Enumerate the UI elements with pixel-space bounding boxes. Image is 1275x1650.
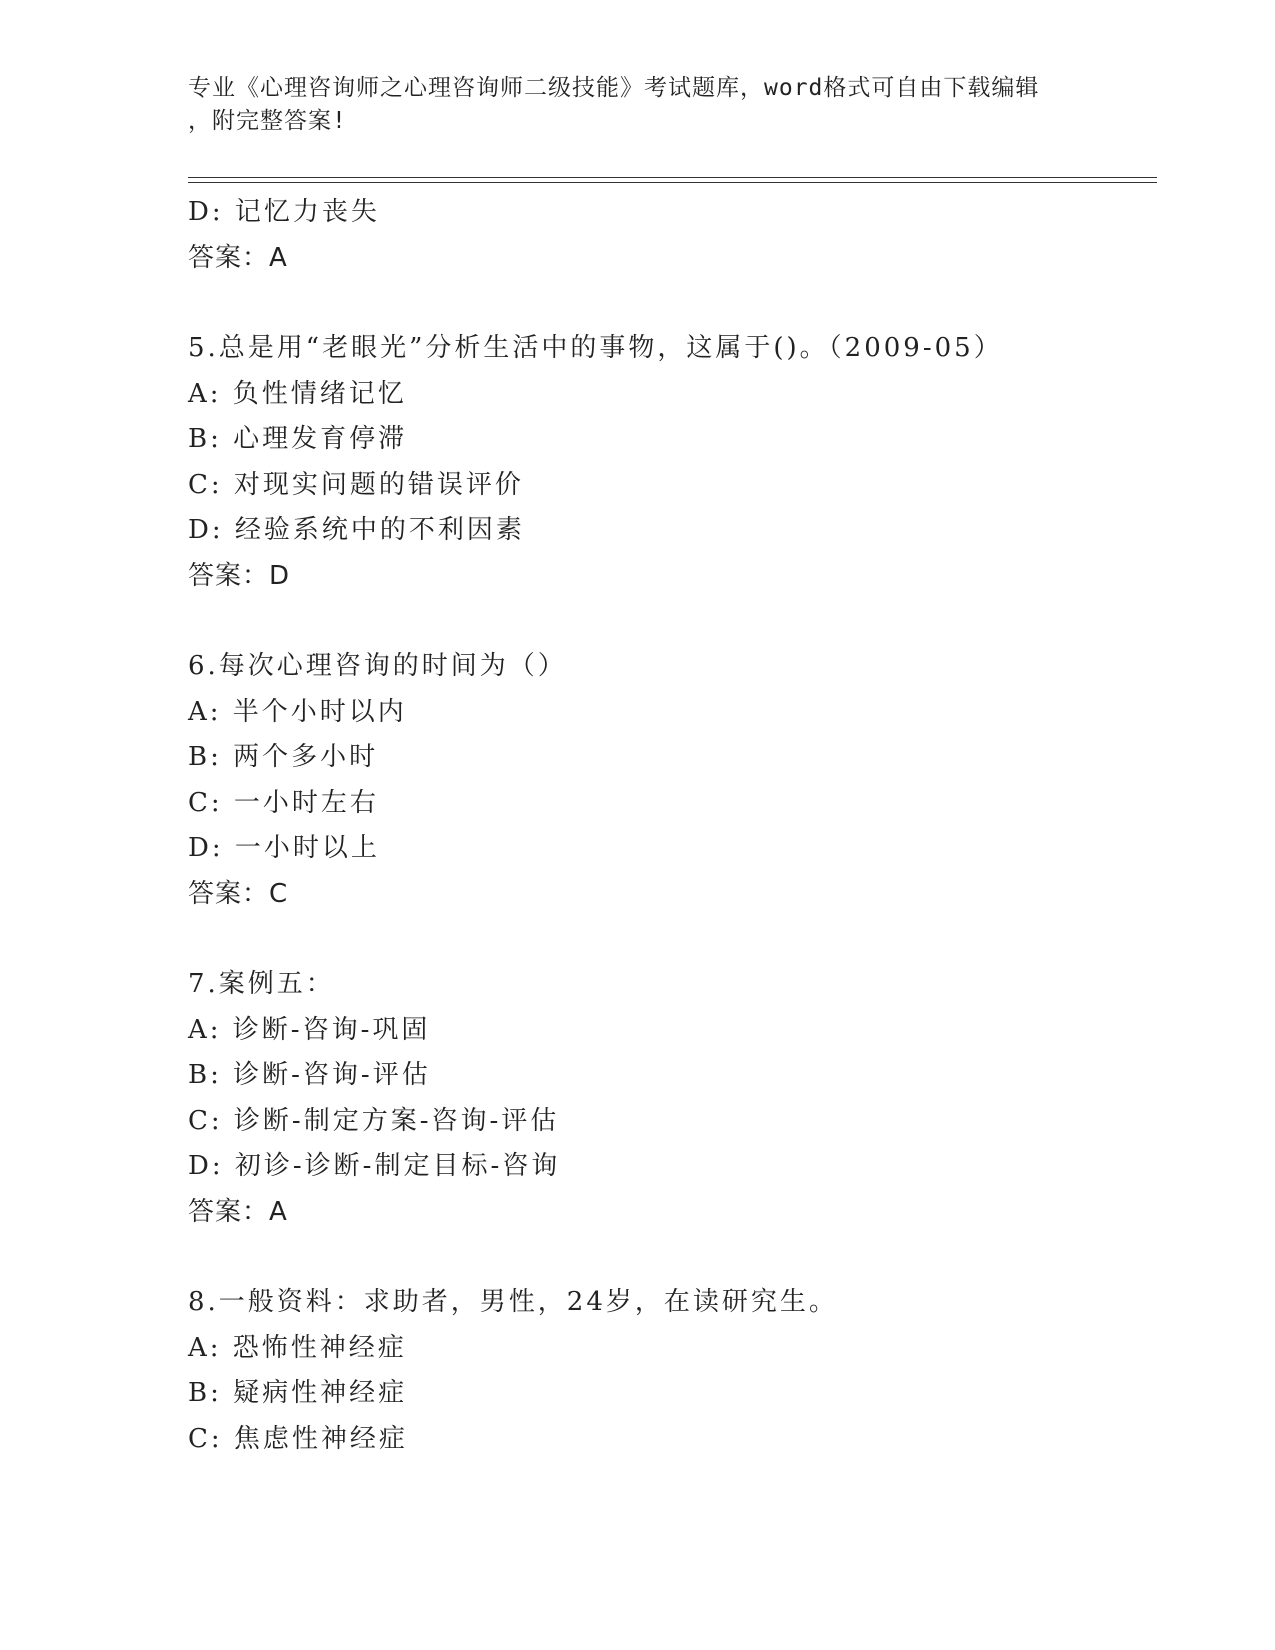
question-6 (188, 644, 1148, 917)
header-rule-top (188, 177, 1157, 178)
option-b: B: 疑病性神经症 (188, 1378, 408, 1408)
option-d: D: 经验系统中的不利因素 (188, 515, 525, 545)
spacer (188, 599, 1148, 644)
question-stem: 7.案例五： (188, 969, 335, 999)
header-line-2: ，附完整答案! (188, 108, 347, 134)
header-line-1: 专业《心理咨询师之心理咨询师二级技能》考试题库，word格式可自由下载编辑 (188, 75, 1040, 101)
spacer (188, 1235, 1148, 1280)
question-8 (188, 1280, 1148, 1462)
option-c: C: 焦虑性神经症 (188, 1423, 408, 1454)
option-c: C: 一小时左右 (188, 787, 379, 818)
option-a: A: 诊断-咨询-巩固 (188, 1014, 431, 1045)
spacer (188, 917, 1148, 962)
question-7 (188, 962, 1148, 1235)
option-c: C: 对现实问题的错误评价 (188, 469, 524, 500)
option-c: C: 诊断-制定方案-咨询-评估 (188, 1105, 560, 1136)
spacer (188, 281, 1148, 326)
question-content (188, 190, 1148, 1462)
option-d: D: 初诊-诊断-制定目标-咨询 (188, 1151, 561, 1181)
question-stem: 6.每次心理咨询的时间为（） (188, 651, 567, 681)
question-stem: 8.一般资料：求助者，男性，24岁，在读研究生。 (188, 1287, 838, 1317)
answer: 答案：D (188, 560, 291, 591)
header-rule-bottom (188, 182, 1157, 183)
option-d: D: 记忆力丧失 (188, 197, 380, 227)
option-a: A: 负性情绪记忆 (188, 378, 407, 409)
answer: 答案：A (188, 1196, 288, 1227)
option-b: B: 诊断-咨询-评估 (188, 1060, 431, 1090)
answer: 答案：A (188, 242, 288, 273)
option-a: A: 恐怖性神经症 (188, 1332, 407, 1363)
question-5 (188, 326, 1148, 599)
option-a: A: 半个小时以内 (188, 696, 407, 727)
question-stem: 5.总是用“老眼光”分析生活中的事物，这属于()。（2009-05） (188, 333, 1003, 363)
document-header (188, 72, 1068, 138)
option-d: D: 一小时以上 (188, 833, 380, 863)
option-b: B: 两个多小时 (188, 742, 379, 772)
option-b: B: 心理发育停滞 (188, 424, 408, 454)
answer: 答案：C (188, 878, 289, 909)
